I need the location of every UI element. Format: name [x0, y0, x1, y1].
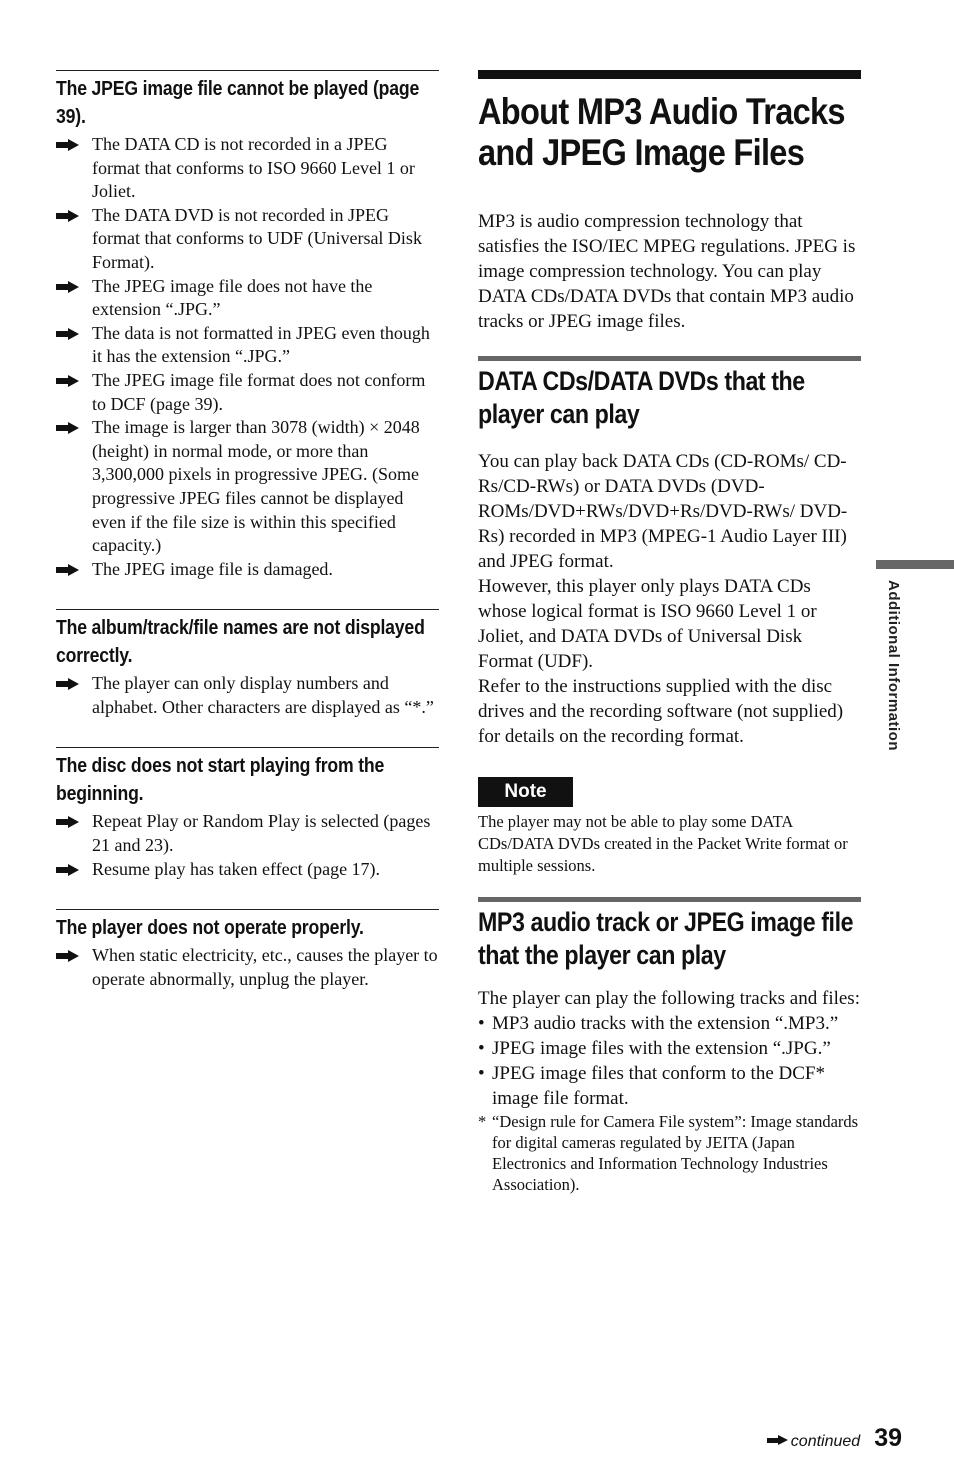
remedy-item: When static electricity, etc., causes the player to operate abnormally, unplug the player.: [56, 944, 439, 991]
arrow-right-icon: [56, 678, 80, 690]
arrow-right-icon: [56, 281, 80, 293]
page-number: 39: [874, 1424, 902, 1452]
troubleshooting-section: [56, 909, 439, 991]
arrow-right-icon: [56, 375, 80, 387]
list-item: • JPEG image files with the extension “.JPG.”: [478, 1036, 861, 1061]
body-paragraph: The player can play the following tracks and files:: [478, 988, 860, 1009]
arrow-right-icon: [56, 210, 80, 222]
remedy-item: The JPEG image file is damaged.: [56, 558, 439, 582]
list-item: • MP3 audio tracks with the extension “.MP3.”: [478, 1011, 861, 1036]
intro-paragraph: MP3 is audio compression technology that satisfies the ISO/IEC MPEG regulations. JPEG is image compression technology. You can play DATA CDs/DATA DVDs that contain MP3 audio tracks or JPEG image files.: [478, 211, 856, 332]
footnote-text: “Design rule for Camera File system”: Image standards for digital cameras regulated by JEITA (Japan Electronics and Information Technology Industries Association).: [492, 1112, 859, 1194]
arrow-right-icon: [56, 422, 80, 434]
side-tab-bar: [876, 560, 954, 569]
body-paragraph: However, this player only plays DATA CDs whose logical format is ISO 9660 Level 1 or Joliet, and DATA DVDs of Universal Disk Format (UDF).: [478, 576, 817, 672]
section-heading: The JPEG image file cannot be played (page 39).: [56, 77, 420, 128]
remedy-item: The JPEG image file format does not conform to DCF (page 39).: [56, 369, 439, 416]
footnote: [478, 1111, 861, 1195]
remedy-item: The DATA CD is not recorded in a JPEG format that conforms to ISO 9660 Level 1 or Joliet.: [56, 133, 439, 204]
subsection-title: MP3 audio track or JPEG image file that the player can play: [478, 907, 854, 970]
remedy-list: [56, 672, 439, 719]
section-heading: The album/track/file names are not displayed correctly.: [56, 616, 425, 668]
troubleshooting-section: [56, 609, 439, 719]
title-rule: [478, 70, 861, 79]
arrow-right-icon: [56, 328, 80, 340]
body-paragraph: Refer to the instructions supplied with the disc drives and the recording software (not supplied) for details on the recording format.: [478, 676, 844, 747]
footnote-mark: *: [478, 1112, 487, 1131]
remedy-item: The image is larger than 3078 (width) × 2048 (height) in normal mode, or more than 3,300,000 pixels in progressive JPEG. (Some progressive JPEG files cannot be displayed even if the file size is within this specified capacity.): [56, 416, 439, 558]
arrow-right-icon: [767, 1435, 789, 1447]
list-item: • JPEG image files that conform to the DCF* image file format.: [478, 1061, 861, 1111]
page-footer: [767, 1424, 902, 1453]
remedy-list: [56, 810, 439, 881]
bullet-list: [478, 1011, 861, 1111]
remedy-item: The player can only display numbers and alphabet. Other characters are displayed as “*.”: [56, 672, 439, 719]
remedy-item: Resume play has taken effect (page 17).: [56, 858, 439, 882]
side-tab-label: Additional Information: [885, 580, 902, 751]
note-text: The player may not be able to play some DATA CDs/DATA DVDs created in the Packet Write format or multiple sessions.: [478, 812, 848, 875]
section-heading: The player does not operate properly.: [56, 916, 364, 940]
subsection-rule: [478, 897, 861, 902]
subsection-title: DATA CDs/DATA DVDs that the player can play: [478, 366, 805, 429]
remedy-item: The JPEG image file does not have the extension “.JPG.”: [56, 275, 439, 322]
remedy-list: [56, 944, 439, 991]
remedy-item: The DATA DVD is not recorded in JPEG format that conforms to UDF (Universal Disk Format).: [56, 204, 439, 275]
body-paragraph: You can play back DATA CDs (CD-ROMs/ CD-Rs/CD-RWs) or DATA DVDs (DVD-ROMs/DVD+RWs/DVD+Rs/DVD-RWs/ DVD-Rs) recorded in MP3 (MPEG-1 Audio Layer III) and JPEG format.: [478, 451, 848, 572]
troubleshooting-column: [56, 70, 439, 1015]
troubleshooting-section: [56, 70, 439, 581]
arrow-right-icon: [56, 139, 80, 151]
arrow-right-icon: [56, 816, 80, 828]
troubleshooting-section: [56, 747, 439, 881]
remedy-list: [56, 133, 439, 581]
subsection-rule: [478, 356, 861, 361]
arrow-right-icon: [56, 864, 80, 876]
remedy-item: The data is not formatted in JPEG even though it has the extension “.JPG.”: [56, 322, 439, 369]
note-badge: Note: [478, 777, 573, 807]
main-column: [478, 70, 861, 1195]
remedy-item: Repeat Play or Random Play is selected (pages 21 and 23).: [56, 810, 439, 857]
page-title: About MP3 Audio Tracks and JPEG Image Files: [478, 91, 845, 173]
arrow-right-icon: [56, 564, 80, 576]
section-heading: The disc does not start playing from the beginning.: [56, 754, 385, 806]
continued-label: continued: [790, 1433, 861, 1450]
arrow-right-icon: [56, 950, 80, 962]
